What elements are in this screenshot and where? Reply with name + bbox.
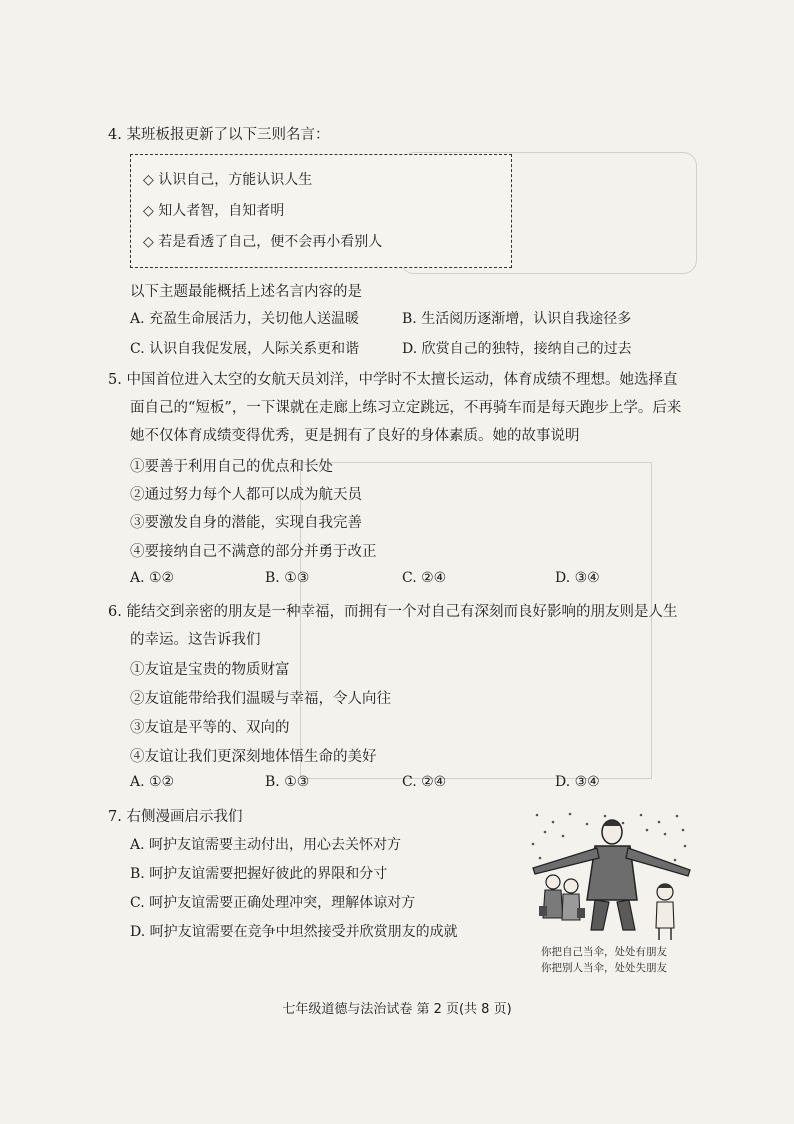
q4-stem: 4. 某班板报更新了以下三则名言：	[108, 127, 330, 143]
quote-1: ◇ 认识自己，方能认识人生	[143, 172, 313, 188]
q7-option-b[interactable]: B. 呵护友谊需要把握好彼此的界限和分寸	[130, 866, 388, 882]
q7-option-c[interactable]: C. 呵护友谊需要正确处理冲突，理解体谅对方	[130, 895, 416, 911]
q5-item-3: ③要激发自身的潜能，实现自我完善	[130, 515, 362, 531]
q6-item-4: ④友谊让我们更深刻地体悟生命的美好	[130, 749, 377, 765]
q5-item-1: ①要善于利用自己的优点和长处	[130, 459, 333, 475]
boy-figure	[656, 884, 674, 940]
comic-caption-1: 你把自己当伞，处处有朋友	[541, 946, 667, 958]
q4-option-c[interactable]: C. 认识自我促发展，人际关系更和谐	[130, 341, 360, 357]
q6-item-2: ②友谊能带给我们温暖与幸福，令人向往	[130, 691, 391, 707]
q6-stem-line-2: 的幸运。这告诉我们	[130, 632, 261, 648]
q4-question: 以下主题最能概括上述名言内容的是	[130, 284, 362, 300]
q6-stem-line-1: 6. 能结交到亲密的朋友是一种幸福，而拥有一个对自己有深刻而良好影响的朋友则是人生	[108, 604, 678, 620]
q7-option-d[interactable]: D. 呵护友谊需要在竞争中坦然接受并欣赏朋友的成就	[130, 924, 458, 940]
q5-option-d[interactable]: D. ③④	[555, 570, 600, 586]
q6-option-b[interactable]: B. ①③	[265, 774, 310, 790]
q6-option-a[interactable]: A. ①②	[130, 774, 175, 790]
q4-option-b[interactable]: B. 生活阅历逐渐增，认识自我途径多	[402, 311, 632, 327]
q5-stem-line-2: 面自己的“短板”，一下课就在走廊上练习立定跳远，不再骑车而是每天跑步上学。后来	[130, 400, 682, 416]
umbrella-comic-illustration	[525, 810, 695, 955]
quote-3: ◇ 若是看透了自己，便不会再小看别人	[143, 234, 383, 250]
comic-caption-2: 你把别人当伞，处处失朋友	[541, 962, 667, 974]
page-footer: 七年级道德与法治试卷 第 2 页(共 8 页)	[282, 1002, 512, 1017]
q5-item-2: ②通过努力每个人都可以成为航天员	[130, 487, 362, 503]
q4-option-d[interactable]: D. 欣赏自己的独特，接纳自己的过去	[402, 341, 632, 357]
q6-option-d[interactable]: D. ③④	[555, 774, 600, 790]
q6-item-3: ③友谊是平等的、双向的	[130, 720, 290, 736]
q4-option-a[interactable]: A. 充盈生命展活力，关切他人送温暖	[130, 311, 360, 327]
q5-option-a[interactable]: A. ①②	[130, 570, 175, 586]
quote-box	[130, 154, 512, 268]
q5-item-4: ④要接纳自己不满意的部分并勇于改正	[130, 544, 377, 560]
quote-2: ◇ 知人者智，自知者明	[143, 203, 285, 219]
q5-option-c[interactable]: C. ②④	[402, 570, 447, 586]
q5-stem-line-1: 5. 中国首位进入太空的女航天员刘洋，中学时不太擅长运动，体育成绩不理想。她选择直	[108, 372, 678, 388]
sheltered-friends-figures	[539, 875, 585, 920]
q7-option-a[interactable]: A. 呵护友谊需要主动付出，用心去关怀对方	[130, 837, 402, 853]
q5-stem-line-3: 她不仅体育成绩变得优秀，更是拥有了良好的身体素质。她的故事说明	[130, 428, 580, 444]
q6-item-1: ①友谊是宝贵的物质财富	[130, 662, 290, 678]
q7-stem: 7. 右侧漫画启示我们	[108, 809, 243, 825]
q6-option-c[interactable]: C. ②④	[402, 774, 447, 790]
q5-option-b[interactable]: B. ①③	[265, 570, 310, 586]
